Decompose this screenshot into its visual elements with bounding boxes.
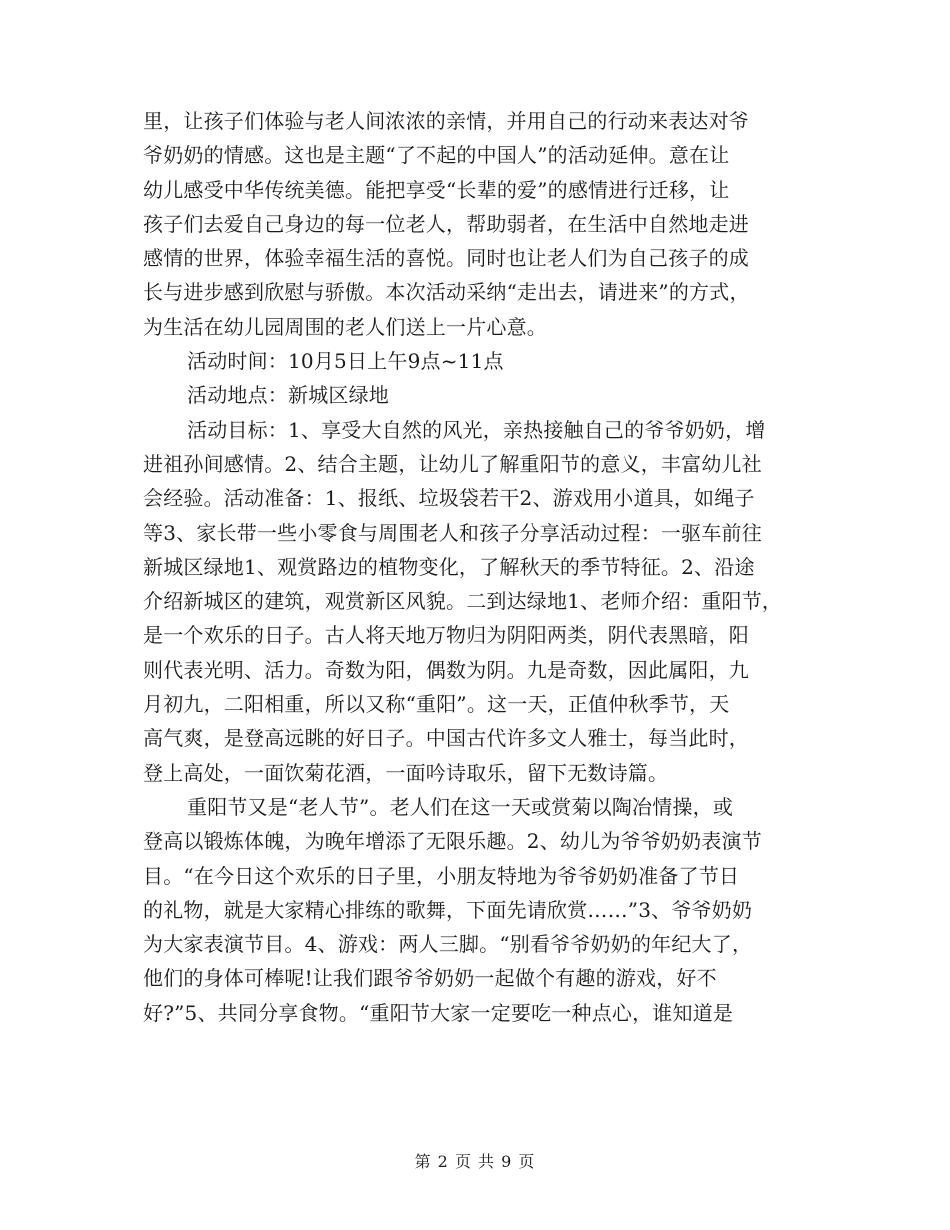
text-line: 里，让孩子们体验与老人间浓浓的亲情，并用自己的行动来表达对爷: [143, 109, 749, 133]
text-line: 重阳节又是“老人节”。老人们在这一天或赏菊以陶冶情操，或: [187, 794, 734, 819]
text-line: 孩子们去爱自己身边的每一位老人，帮助弱者，在生活中自然地走进: [143, 211, 749, 236]
text-line: 活动地点：新城区绿地: [187, 383, 389, 408]
text-line: 的礼物，就是大家精心排练的歌舞，下面先请欣赏……”3、爷爷奶奶: [143, 897, 753, 922]
text-line: 幼儿感受中华传统美德。能把享受“长辈的爱”的感情进行迁移，让: [143, 177, 730, 202]
text-line: 他们的身体可棒呢!让我们跟爷爷奶奶一起做个有趣的游戏，好不: [143, 966, 717, 991]
text-line: 是一个欢乐的日子。古人将天地万物归为阴阳两类，阴代表黑暗，阳: [143, 623, 749, 648]
text-line: 月初九，二阳相重，所以又称“重阳”。这一天，正值仲秋季节，天: [143, 692, 730, 717]
text-line: 高气爽，是登高远眺的好日子。中国古代许多文人雅士，每当此时，: [143, 726, 749, 751]
text-line: 目。“在今日这个欢乐的日子里，小朋友特地为爷爷奶奶准备了节日: [143, 863, 740, 888]
text-line: 感情的世界，体验幸福生活的喜悦。同时也让老人们为自己孩子的成: [143, 246, 749, 271]
text-line: 则代表光明、活力。奇数为阳，偶数为阴。九是奇数，因此属阳，九: [143, 657, 749, 682]
text-line: 等3、家长带一些小零食与周围老人和孩子分享活动过程：一驱车前往: [143, 520, 762, 545]
text-line: 长与进步感到欣慰与骄傲。本次活动采纳“走出去，请进来”的方式，: [143, 280, 750, 305]
text-line: 为大家表演节目。4、游戏：两人三脚。“别看爷爷奶奶的年纪大了，: [143, 932, 753, 957]
text-line: 进祖孙间感情。2、结合主题，让幼儿了解重阳节的意义，丰富幼儿社: [143, 451, 762, 476]
page-footer: 第 2 页 共 9 页: [414, 1152, 536, 1171]
text-line: 活动时间：10月5日上午9点~11点: [187, 349, 504, 374]
text-line: 新城区绿地1、观赏路边的植物变化，了解秋天的季节特征。2、沿途: [143, 554, 755, 579]
text-line: 会经验。活动准备：1、报纸、垃圾袋若干2、游戏用小道具，如绳子: [143, 486, 755, 511]
text-line: 活动目标：1、享受大自然的风光，亲热接触自己的爷爷奶奶，增: [187, 417, 766, 442]
text-line: 介绍新城区的建筑，观赏新区风貌。二到达绿地1、老师介绍：重阳节，: [143, 589, 783, 614]
text-line: 登高以锻炼体魄，为晚年增添了无限乐趣。2、幼儿为爷爷奶奶表演节: [143, 829, 762, 854]
text-line: 登上高处，一面饮菊花酒，一面吟诗取乐，留下无数诗篇。: [143, 760, 669, 785]
text-line: 好?”5、共同分享食物。“重阳节大家一定要吃一种点心，谁知道是: [143, 1000, 734, 1025]
text-line: 为生活在幼儿园周围的老人们送上一片心意。: [143, 314, 547, 339]
text-line: 爷奶奶的情感。这也是主题“了不起的中国人”的活动延伸。意在让: [143, 143, 730, 168]
body-text: [143, 104, 823, 1030]
